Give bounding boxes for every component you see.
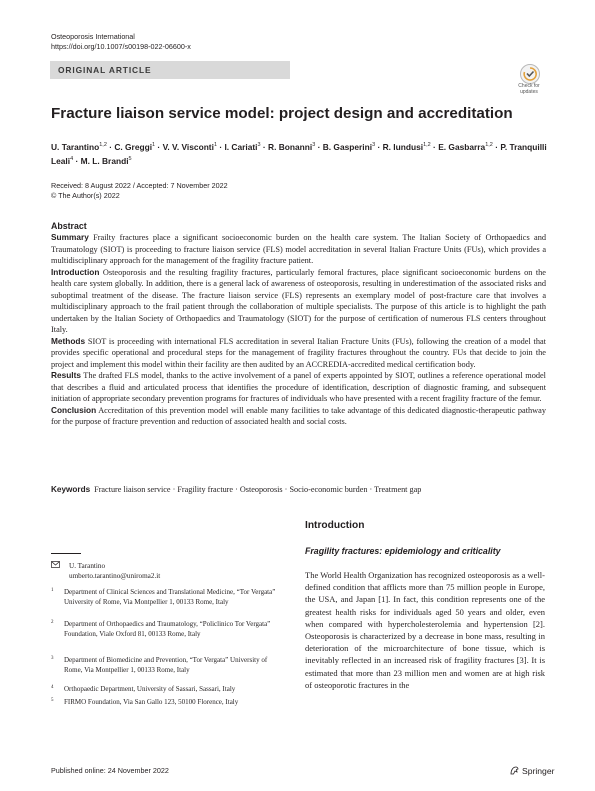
affiliation-1 (51, 588, 283, 607)
affiliation-number: 1 (51, 588, 54, 593)
author-name[interactable]: C. Greggi (114, 141, 153, 152)
author-affiliation-marker: 1 (152, 142, 156, 148)
author-affiliation-marker: 3 (312, 142, 316, 148)
author-affiliation-marker: 1,2 (99, 142, 107, 148)
check-for-updates-badge[interactable] (512, 64, 546, 99)
author-name[interactable]: M. L. Brandi (80, 155, 129, 166)
affiliation-text: FIRMO Foundation, Via San Gallo 123, 50100 Florence, Italy (64, 698, 239, 706)
abstract-conclusion (51, 405, 546, 428)
introduction-heading: Introduction (305, 520, 365, 531)
abstract-section (51, 220, 546, 428)
affiliation-number: 4 (51, 685, 54, 690)
introduction-label: Introduction (51, 266, 100, 277)
author-affiliation-marker: 5 (128, 155, 132, 162)
results-label: Results (51, 370, 81, 380)
abstract-introduction (51, 267, 546, 336)
affiliation-text: Orthopaedic Department, University of Sassari, Sassari, Italy (64, 685, 236, 693)
author-affiliation-marker: 3 (372, 142, 376, 148)
affiliation-number: 5 (51, 698, 54, 703)
correspondence-block (51, 561, 281, 581)
springer-logo (510, 766, 554, 777)
author-affiliation-marker: 1,2 (485, 142, 493, 148)
abstract-summary (51, 232, 546, 267)
received-accepted-dates: Received: 8 August 2022 / Accepted: 7 November 2022 (51, 181, 228, 190)
author-name[interactable]: E. Gasbarra (438, 141, 486, 152)
affiliation-2 (51, 620, 283, 639)
affiliation-number: 3 (51, 656, 54, 661)
author-separator: · (492, 141, 501, 152)
author-separator: · (430, 141, 439, 152)
article-title: Fracture liaison service model: project design and accreditation (51, 105, 513, 122)
keywords-line (51, 484, 546, 495)
envelope-icon (51, 561, 61, 571)
published-online-date: Published online: 24 November 2022 (51, 766, 169, 775)
affiliation-4 (51, 685, 283, 695)
conclusion-label: Conclusion (51, 404, 97, 415)
affiliation-5 (51, 698, 283, 708)
keywords-text: Fracture liaison service · Fragility fracture · Osteoporosis · Socio-economic burden · Treatment gap (94, 485, 422, 494)
methods-text: SIOT is proceeding with international FLS accreditation in several Italian Fracture Units (FUs), following the creation of a model that provides specific operational and procedural steps for the management of fragility fractures throughout the country. FUs that decide to join the project and implement this model within their facility are then audited by an ACCREDIA-accredited medical certification body. (51, 336, 546, 369)
journal-name: Osteoporosis International (51, 32, 135, 41)
affiliation-number: 2 (51, 620, 54, 625)
author-separator: · (106, 141, 115, 152)
author-separator: · (260, 141, 269, 152)
corresponding-author: U. Tarantino (69, 562, 106, 570)
springer-horse-icon (510, 766, 519, 777)
abstract-methods (51, 336, 546, 371)
results-text: The drafted FLS model, thanks to the active involvement of a panel of experts appointed by SIOT, outlines a reference operational model that describes a fluid and articulated process that identifies the procedure of identification, description of diagnostic framing, and subsequent initiation of appropriate secondary prevention programs for fractures of individuals who have presented with a recent fragility fracture of the femur. (51, 371, 546, 403)
author-separator: · (315, 141, 323, 152)
footnote-rule (51, 553, 81, 554)
affiliation-text: Department of Orthopaedics and Traumatology, “Policlinico Tor Vergata” Foundation, Viale Oxford 81, 00133 Rome, Italy (64, 620, 271, 638)
article-type-banner (50, 61, 290, 79)
author-separator: · (217, 141, 225, 152)
copyright-notice: © The Author(s) 2022 (51, 191, 120, 200)
check-updates-line2: updates (520, 89, 538, 95)
doi-link[interactable]: https://doi.org/10.1007/s00198-022-06600-x (51, 42, 191, 51)
author-affiliation-marker: 3 (257, 142, 261, 148)
author-name[interactable]: R. Iundusi (382, 141, 424, 152)
author-affiliation-marker: 4 (70, 155, 74, 162)
introduction-subheading: Fragility fractures: epidemiology and criticality (305, 546, 501, 556)
conclusion-text: Accreditation of this prevention model will enable many facilities to take advantage of this dedicated diagnostic-therapeutic pathway for the purpose of fracture prevention and reduction of associated health and social costs. (51, 405, 546, 426)
author-separator: · (375, 141, 383, 152)
summary-text: Frailty fractures place a significant socioeconomic burden on the health care system. The Italian Society of Orthopaedics and Traumatology (SIOT) is proceeding to fracture liaison service (FLS) model accreditation in several Italian Fracture Units (FUs), which provides a multidisciplinary approach for the management of the fragility fracture patient. (51, 233, 546, 265)
author-name[interactable]: V. V. Visconti (162, 141, 214, 152)
introduction-text: Osteoporosis and the resulting fragility fractures, particularly femoral fractures, place significant socioeconomic burdens on the health care system globally. In addition, there is a general lack of awareness of osteoporosis, resulting in underestimation of the associated risks and suboptimal treatment of the disease. The fracture liaison service (FLS) represents an exemplary model of post-fracture care that involves a multidisciplinary approach to the frail patient through the collaboration of multiple specialists. The purpose of this article is to highlight the path undertaken by the Italian Society of Orthopaedics and Traumatology (SIOT) for the purpose of certification of numerous FLS centers throughout Italy. (51, 267, 546, 334)
methods-label: Methods (51, 335, 86, 346)
check-updates-icon (520, 64, 540, 84)
corresponding-email[interactable]: umberto.tarantino@uniroma2.it (69, 572, 161, 580)
affiliation-text: Department of Biomedicine and Prevention, “Tor Vergata” University of Rome, Via Montpellier 1, 00133 Rome, Italy (64, 656, 268, 674)
author-list (51, 139, 551, 167)
author-affiliation-marker: 1,2 (423, 142, 431, 148)
abstract-results (51, 370, 546, 405)
abstract-heading: Abstract (51, 221, 87, 231)
affiliation-text: Department of Clinical Sciences and Translational Medicine, “Tor Vergata” University of Rome, Via Montpellier 1, 00133 Rome, Italy (64, 588, 276, 606)
author-separator: · (73, 155, 81, 166)
author-name[interactable]: U. Tarantino (51, 141, 100, 152)
check-updates-line1: Check for (518, 83, 540, 89)
author-separator: · (155, 141, 163, 152)
summary-label: Summary (51, 232, 89, 242)
affiliation-3 (51, 656, 283, 675)
article-type-label: ORIGINAL ARTICLE (58, 65, 152, 75)
author-name[interactable]: I. Cariati (224, 141, 258, 152)
author-name[interactable]: P. Tranquilli Leali (51, 141, 547, 166)
keywords-label: Keywords (51, 485, 91, 494)
publisher-name: Springer (522, 766, 555, 776)
author-affiliation-marker: 1 (213, 142, 217, 148)
author-name[interactable]: B. Gasperini (322, 141, 373, 152)
introduction-body: The World Health Organization has recognized osteoporosis as a well-defined condition that afflicts more than 75 million people in Europe, the USA, and Japan [1]. In fact, this condition represents one of the greatest health risks for individuals aged 50 years and older, even when compared with hypercholesterolemia and hypertension [2]. Osteoporosis is characterized by a decrease in bone mass, resulting in deterioration of the microarchitecture of bone tissue, which is inevitably reflected in an increased risk of fragility fractures [3]. It is estimated that more than 23 million men and women are at high risk of osteoporotic fractures in the (305, 570, 545, 690)
author-name[interactable]: R. Bonanni (268, 141, 313, 152)
